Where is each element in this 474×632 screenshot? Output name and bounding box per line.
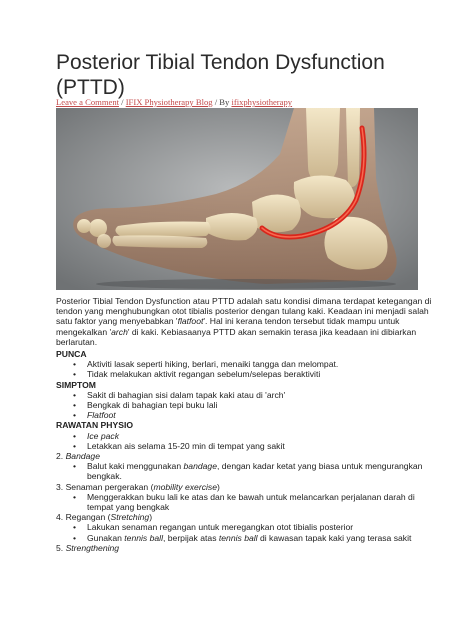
- list-item: • Aktiviti lasak seperti hiking, berlari, menaiki tangga dan melompat.: [87, 359, 436, 369]
- intro-emphasis-arch: arch: [111, 326, 128, 337]
- list-item: • Menggerakkan buku lali ke atas dan ke bawah untuk melancarkan perjalanan darah di tempat yang bengkak: [87, 492, 436, 512]
- step1-title: Ice pack: [87, 430, 120, 441]
- text: di kawasan tapak kaki yang terasa sakit: [257, 532, 412, 543]
- step-title: [87, 431, 436, 441]
- simptom-list: [56, 390, 436, 421]
- text: Regangan (: [65, 512, 111, 523]
- step-number: 5.: [56, 542, 66, 553]
- intro-text-3: ' di kaki. Kebiasaanya PTTD akan semakin terasa jika keadaan ini dibiarkan berlarutan.: [56, 326, 417, 347]
- list-item-italic: Flatfoot: [87, 410, 116, 421]
- intro-paragraph: [56, 296, 436, 347]
- list-item: [87, 461, 436, 481]
- text-em: tennis ball: [124, 532, 163, 543]
- text-em: bandage: [183, 461, 217, 472]
- text: Balut kaki menggunakan: [87, 461, 184, 472]
- text: Gunakan: [87, 532, 125, 543]
- step5-label: [56, 543, 436, 553]
- foot-anatomy-icon: [56, 108, 418, 290]
- list-item: [87, 533, 436, 543]
- text-em: Stretching: [110, 512, 150, 523]
- list-item: • Tidak melakukan aktivit regangan sebelum/selepas beraktiviti: [87, 369, 436, 379]
- page-title: Posterior Tibial Tendon Dysfunction (PTTD): [56, 51, 385, 99]
- rawatan-step4-list: [56, 522, 436, 542]
- intro-emphasis-flatfoot: flatfoot: [177, 316, 204, 327]
- post-meta: [56, 97, 292, 107]
- step-number: 4.: [56, 512, 66, 523]
- rawatan-step3-list: [56, 492, 436, 512]
- list-item: • Lakukan senaman regangan untuk meregangkan otot tibialis posterior: [87, 522, 436, 532]
- list-item: • Sakit di bahagian sisi dalam tapak kaki atau di 'arch': [87, 390, 436, 400]
- text: ): [217, 481, 220, 492]
- section-heading-rawatan: [56, 420, 436, 430]
- text-em: mobility exercise: [153, 481, 217, 492]
- list-item: • Bengkak di bahagian tepi buku lali: [87, 400, 436, 410]
- section-heading-simptom: SIMPTOM: [56, 379, 96, 390]
- author-link[interactable]: ifixphysiotherapy: [231, 97, 293, 107]
- step4-label: [56, 512, 436, 522]
- rawatan-step2-list: [56, 461, 436, 481]
- list-item: • Letakkan ais selama 15-20 min di tempat yang sakit: [87, 441, 436, 451]
- step5-title: Strengthening: [65, 542, 120, 553]
- leave-comment-link[interactable]: Leave a Comment: [56, 97, 119, 107]
- step3-label: [56, 482, 436, 492]
- intro-text-2: '. Hal ini kerana tendon tersebut tidak mampu untuk mengekalkan ': [56, 316, 400, 337]
- blog-category-link[interactable]: IFIX Physiotherapy Blog: [125, 97, 213, 107]
- rawatan-heading-text: RAWATAN PHYSIO: [56, 420, 134, 431]
- rawatan-step1-list: [56, 431, 436, 451]
- text: Senaman pergerakan (: [65, 481, 154, 492]
- list-item: [87, 410, 436, 420]
- text: , dengan kadar ketat yang biasa untuk mengurangkan bengkak.: [87, 461, 423, 482]
- text: ): [149, 512, 153, 523]
- step2-title: Bandage: [65, 451, 100, 462]
- text: , berpijak atas: [162, 532, 219, 543]
- meta-separator: /: [119, 97, 126, 107]
- punca-list: [56, 359, 436, 379]
- step-number: 2.: [56, 451, 66, 462]
- section-heading-punca: PUNCA: [56, 349, 87, 360]
- step-number: 3.: [56, 481, 66, 492]
- intro-text: Posterior Tibial Tendon Dysfunction atau PTTD adalah satu kondisi dimana terdapat ketegangan di tendon yang menghubungkan otot tibialis posterior dengan tulang kaki. Keadaan ini menjadi salah satu faktor yang menyebabkan ': [56, 296, 432, 327]
- step2-label: [56, 451, 436, 461]
- text-em: tennis ball: [218, 532, 258, 543]
- foot-anatomy-figure: [56, 108, 418, 290]
- article-body: [56, 296, 436, 553]
- meta-separator-by: / By: [212, 97, 232, 107]
